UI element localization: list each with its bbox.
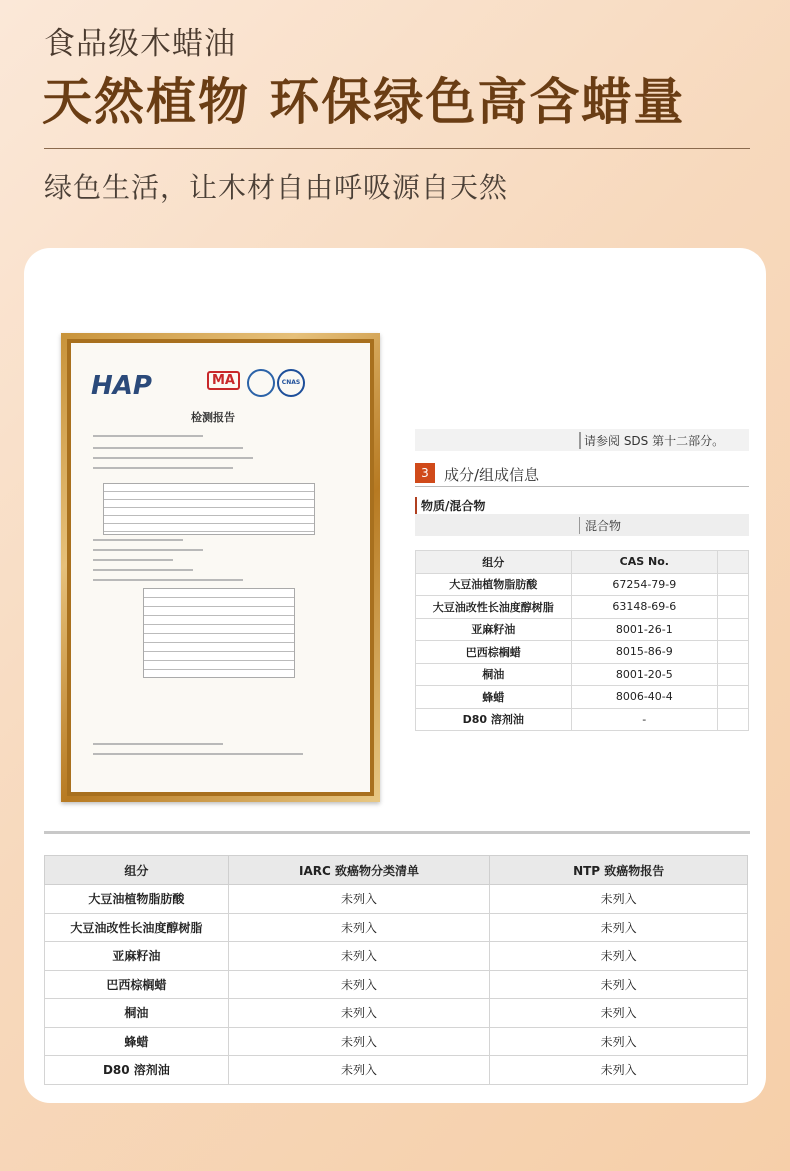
component-name: 大豆油改性长油度醇树脂 (45, 913, 229, 942)
column-header-iarc: IARC 致癌物分类清单 (228, 856, 490, 885)
ntp-status: 未列入 (490, 913, 748, 942)
cas-number: 67254-79-9 (571, 573, 718, 596)
column-header-cas: CAS No. (571, 551, 718, 574)
iarc-status: 未列入 (228, 885, 490, 914)
ilac-seal-icon (247, 369, 275, 397)
ntp-status: 未列入 (490, 1056, 748, 1085)
cas-number: 8001-20-5 (571, 663, 718, 686)
mixture-row (415, 514, 749, 536)
component-name: 大豆油植物脂肪酸 (416, 573, 572, 596)
table-row (416, 708, 749, 731)
component-name: 亚麻籽油 (45, 942, 229, 971)
hap-logo: HAP (91, 371, 152, 401)
cas-number: 8015-86-9 (571, 641, 718, 664)
table-row (416, 663, 749, 686)
ma-mark: MA (207, 371, 240, 390)
headline: 天然植物 环保绿色高含蜡量 (42, 73, 686, 131)
substance-mixture-heading: 物质/混合物 (415, 497, 485, 514)
table-row (45, 970, 748, 999)
component-name: 蜂蜡 (416, 686, 572, 709)
certificate-frame (61, 333, 380, 802)
component-name: 大豆油改性长油度醇树脂 (416, 596, 572, 619)
component-name: 桐油 (45, 999, 229, 1028)
mixture-label: 混合物 (579, 517, 621, 534)
cas-number: 63148-69-6 (571, 596, 718, 619)
cnas-seal: CNAS (277, 369, 305, 397)
cas-number: - (571, 708, 718, 731)
ntp-status: 未列入 (490, 942, 748, 971)
column-header-component: 组分 (416, 551, 572, 574)
composition-header-row (416, 551, 749, 574)
section-divider-bar (44, 831, 750, 834)
table-row (45, 1027, 748, 1056)
column-header-ntp: NTP 致癌物报告 (490, 856, 748, 885)
iarc-status: 未列入 (228, 970, 490, 999)
iarc-status: 未列入 (228, 942, 490, 971)
table-row (45, 999, 748, 1028)
carcinogen-table (44, 855, 748, 1085)
table-row (416, 686, 749, 709)
table-row (416, 596, 749, 619)
component-name: D80 溶剂油 (45, 1056, 229, 1085)
ntp-status: 未列入 (490, 885, 748, 914)
cas-number: 8006-40-4 (571, 686, 718, 709)
table-row (45, 913, 748, 942)
header-subtitle: 食品级木蜡油 (44, 26, 236, 62)
ntp-status: 未列入 (490, 1027, 748, 1056)
sds-reference-text: 请参阅 SDS 第十二部分。 (579, 432, 724, 449)
composition-table (415, 550, 749, 731)
component-name: 巴西棕榈蜡 (45, 970, 229, 999)
ntp-status: 未列入 (490, 970, 748, 999)
tagline: 绿色生活，让木材自由呼吸源自天然 (44, 171, 509, 204)
certificate-inner-frame (67, 339, 374, 796)
certificate-document (71, 343, 370, 792)
component-name: D80 溶剂油 (416, 708, 572, 731)
iarc-status: 未列入 (228, 999, 490, 1028)
column-header-empty (718, 551, 749, 574)
certificate-title: 检测报告 (191, 411, 235, 424)
iarc-status: 未列入 (228, 1056, 490, 1085)
column-header-component: 组分 (45, 856, 229, 885)
header-rule (44, 148, 750, 149)
table-row (45, 1056, 748, 1085)
table-row (45, 942, 748, 971)
sds-reference-row (415, 429, 749, 451)
certificate-results-table (103, 483, 315, 535)
ntp-status: 未列入 (490, 999, 748, 1028)
carcinogen-header-row (45, 856, 748, 885)
component-name: 蜂蜡 (45, 1027, 229, 1056)
table-row (45, 885, 748, 914)
section-divider (415, 486, 749, 487)
certificate-detail-table (143, 588, 295, 678)
iarc-status: 未列入 (228, 1027, 490, 1056)
iarc-status: 未列入 (228, 913, 490, 942)
section-title: 成分/组成信息 (444, 466, 540, 484)
table-row (416, 573, 749, 596)
component-name: 亚麻籽油 (416, 618, 572, 641)
cas-number: 8001-26-1 (571, 618, 718, 641)
component-name: 桐油 (416, 663, 572, 686)
section-number-badge: 3 (415, 463, 435, 483)
table-row (416, 618, 749, 641)
component-name: 大豆油植物脂肪酸 (45, 885, 229, 914)
component-name: 巴西棕榈蜡 (416, 641, 572, 664)
table-row (416, 641, 749, 664)
